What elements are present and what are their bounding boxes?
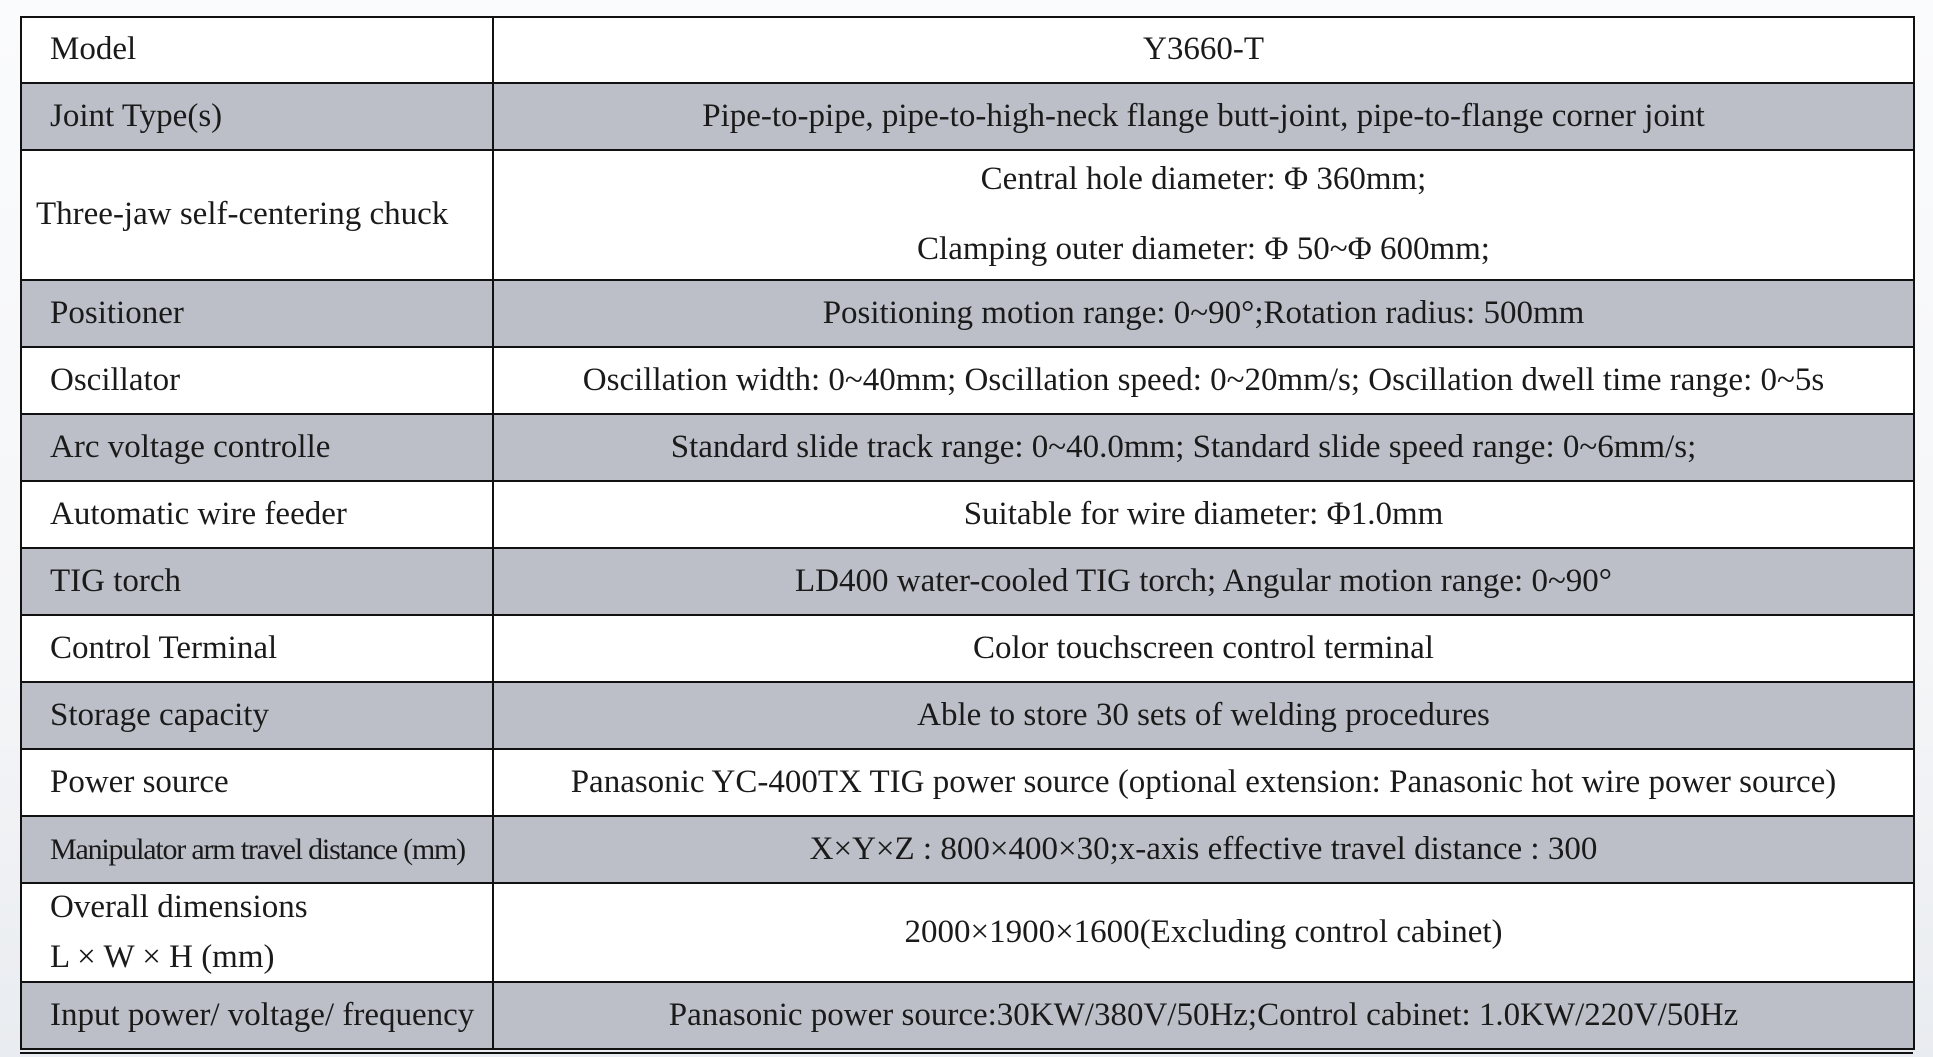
table-row-chuck — [21, 150, 1914, 280]
row-value: Suitable for wire diameter: Φ1.0mm — [493, 481, 1914, 548]
row-label: TIG torch — [21, 548, 493, 615]
row-value: Oscillation width: 0~40mm; Oscillation speed: 0~20mm/s; Oscillation dwell time range: 0~5s — [493, 347, 1914, 414]
row-label: Control Terminal — [21, 615, 493, 682]
table-row-manipulator-travel — [21, 816, 1914, 883]
row-label: Positioner — [21, 280, 493, 347]
row-value — [493, 150, 1914, 280]
table-row-control-terminal — [21, 615, 1914, 682]
table-row-storage-capacity — [21, 682, 1914, 749]
row-value: Y3660-T — [493, 17, 1914, 83]
table-row-input-power — [21, 982, 1914, 1049]
table-row-joint-types — [21, 83, 1914, 150]
row-value: Able to store 30 sets of welding procedures — [493, 682, 1914, 749]
row-label: Arc voltage controlle — [21, 414, 493, 481]
row-label: Three-jaw self-centering chuck — [21, 150, 493, 280]
row-value: Color touchscreen control terminal — [493, 615, 1914, 682]
specifications-table — [20, 16, 1915, 1050]
row-value: 2000×1900×1600(Excluding control cabinet) — [493, 883, 1914, 982]
row-value: X×Y×Z : 800×400×30;x-axis effective travel distance : 300 — [493, 816, 1914, 883]
row-value: Pipe-to-pipe, pipe-to-high-neck flange butt-joint, pipe-to-flange corner joint — [493, 83, 1914, 150]
row-label: Model — [21, 17, 493, 83]
row-value: Standard slide track range: 0~40.0mm; Standard slide speed range: 0~6mm/s; — [493, 414, 1914, 481]
row-label: Automatic wire feeder — [21, 481, 493, 548]
row-value-line: Central hole diameter: Φ 360mm; — [980, 161, 1427, 198]
row-value-line: Clamping outer diameter: Φ 50~Φ 600mm; — [917, 231, 1490, 267]
table-row-model — [21, 17, 1914, 83]
table-bottom-divider — [20, 1052, 1913, 1054]
row-label: Storage capacity — [21, 682, 493, 749]
table-row-tig-torch — [21, 548, 1914, 615]
table-row-wire-feeder — [21, 481, 1914, 548]
row-label: Oscillator — [21, 347, 493, 414]
row-label: Input power/ voltage/ frequency — [21, 982, 493, 1049]
row-label: Power source — [21, 749, 493, 816]
row-label-line: Overall dimensions — [50, 888, 308, 925]
row-label — [21, 883, 493, 982]
row-label: Joint Type(s) — [21, 83, 493, 150]
table-row-overall-dimensions — [21, 883, 1914, 982]
row-value: Panasonic YC-400TX TIG power source (optional extension: Panasonic hot wire power source) — [493, 749, 1914, 816]
row-value: Positioning motion range: 0~90°;Rotation radius: 500mm — [493, 280, 1914, 347]
table-row-positioner — [21, 280, 1914, 347]
row-label-line: L × W × H (mm) — [50, 938, 275, 975]
row-value: LD400 water-cooled TIG torch; Angular motion range: 0~90° — [493, 548, 1914, 615]
row-value: Panasonic power source:30KW/380V/50Hz;Control cabinet: 1.0KW/220V/50Hz — [493, 982, 1914, 1049]
table-row-oscillator — [21, 347, 1914, 414]
table-row-power-source — [21, 749, 1914, 816]
row-label: Manipulator arm travel distance (mm) — [21, 816, 493, 883]
table-row-arc-voltage-controller — [21, 414, 1914, 481]
